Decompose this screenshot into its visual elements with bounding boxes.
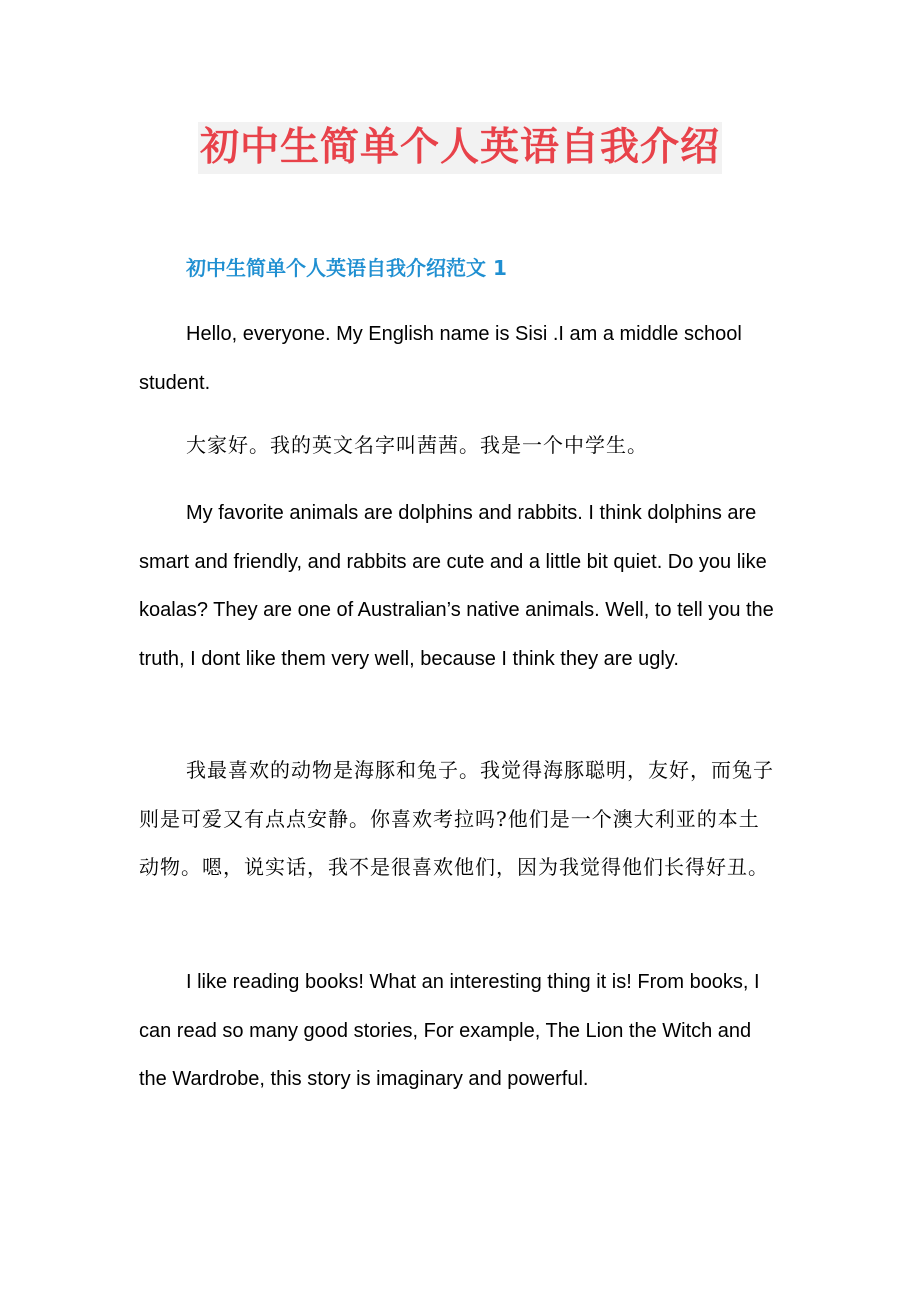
section-heading: 初中生简单个人英语自我介绍范文 1 <box>186 256 507 280</box>
paragraph-english-intro: Hello, everyone. My English name is Sisi .I am a middle school student. <box>139 323 742 394</box>
title-container <box>0 122 920 174</box>
paragraph-chinese-intro: 大家好。我的英文名字叫茜茜。我是一个中学生。 <box>186 433 648 457</box>
paragraph-english-animals: My favorite animals are dolphins and rabbits. I think dolphins are smart and friendly, and rabbits are cute and a little bit quiet. Do you like koalas? They are one of Australian’s native animals. Well, to tell you the truth, I dont like them very well, because I think they are ugly. <box>139 502 774 670</box>
paragraph-chinese-animals: 我最喜欢的动物是海豚和兔子。我觉得海豚聪明，友好，而兔子则是可爱又有点点安静。你喜欢考拉吗?他们是一个澳大利亚的本土动物。嗯，说实话，我不是很喜欢他们，因为我觉得他们长得好丑。 <box>139 758 774 879</box>
paragraph-english-books: I like reading books! What an interesting thing it is! From books, I can read so many good stories, For example, The Lion the Witch and the Wardrobe, this story is imaginary and powerful. <box>139 971 760 1090</box>
document-title: 初中生简单个人英语自我介绍 <box>198 122 722 174</box>
